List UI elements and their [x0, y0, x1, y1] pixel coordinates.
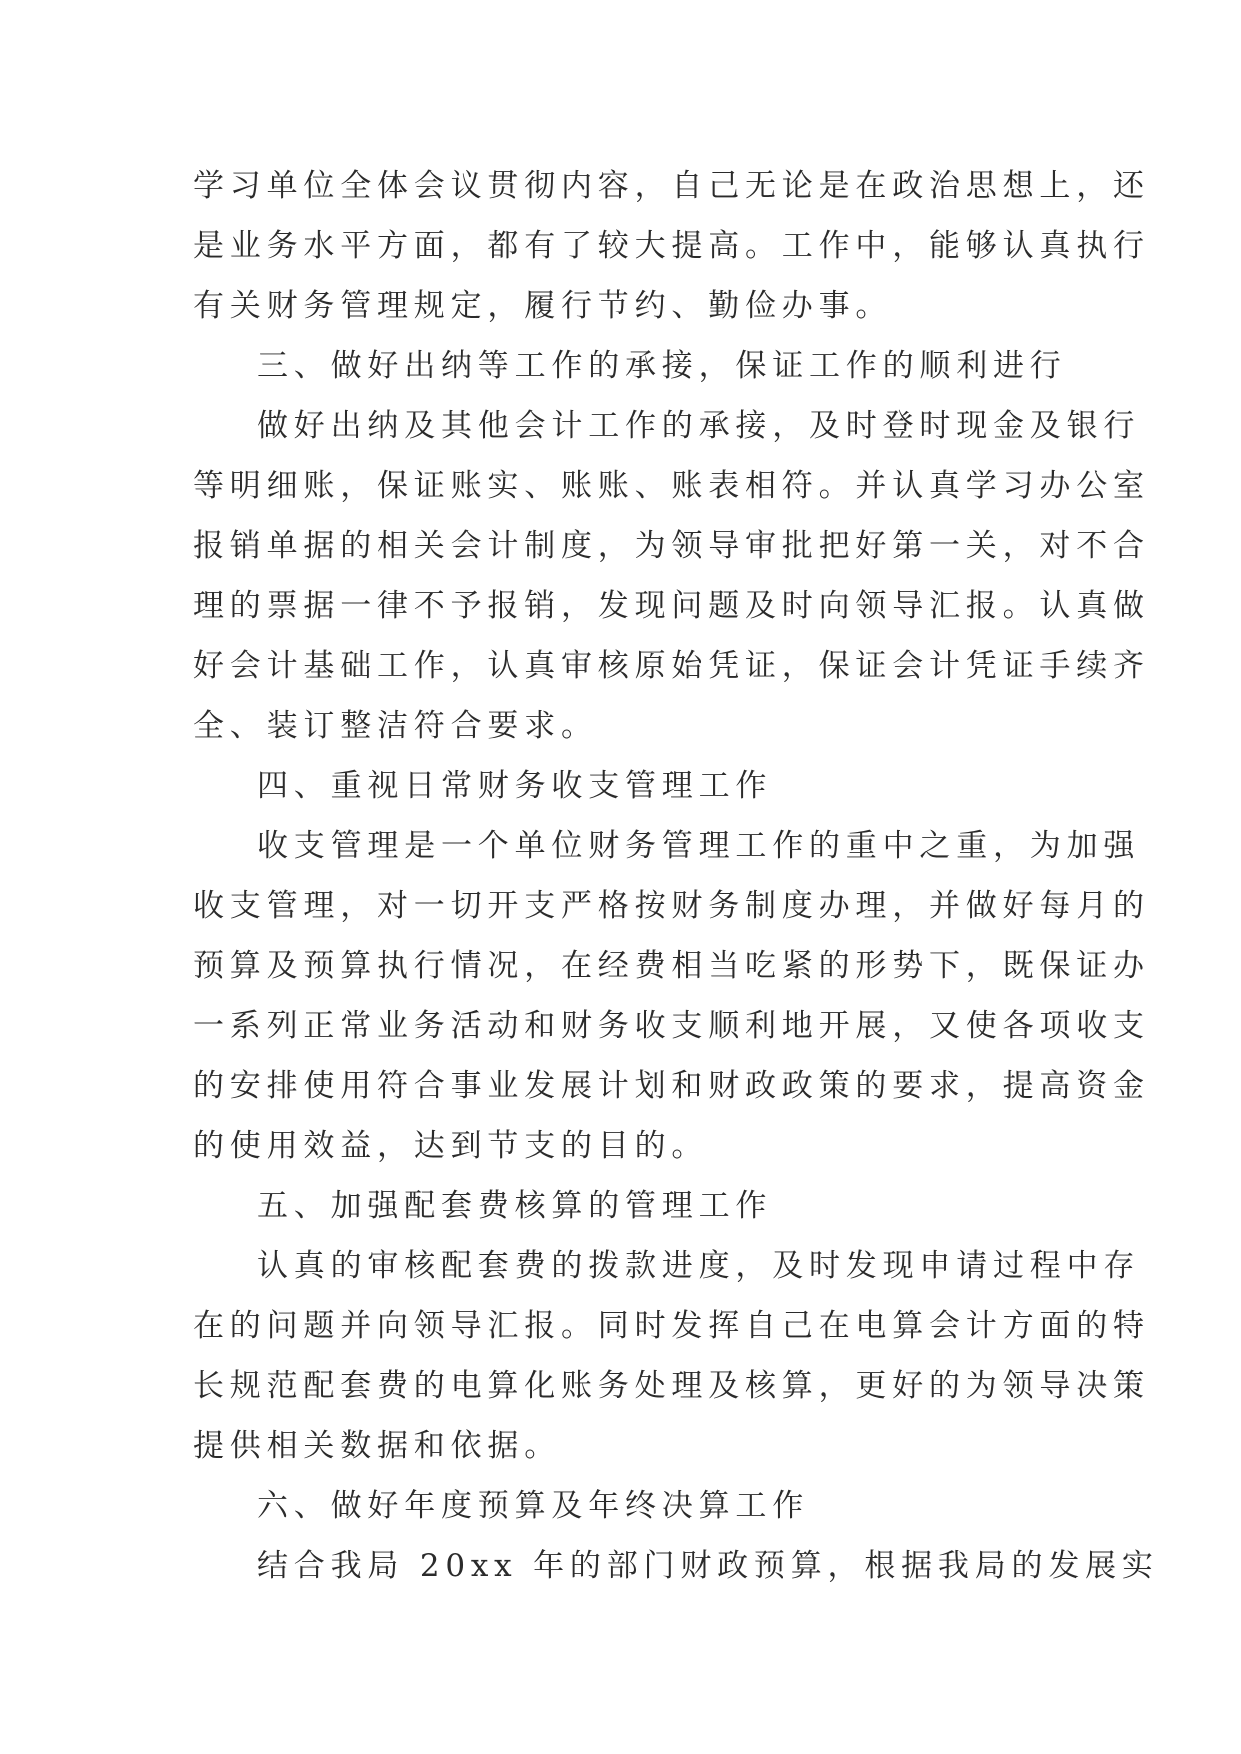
section-heading: 三、做好出纳等工作的承接，保证工作的顺利进行 [257, 348, 1067, 384]
paragraph-first-line: 认真的审核配套费的拨款进度，及时发现申请过程中存 [257, 1248, 1141, 1284]
body-line: 学习单位全体会议贯彻内容，自己无论是在政治思想上，还 [193, 168, 1150, 204]
body-line: 的使用效益，达到节支的目的。 [193, 1128, 709, 1164]
body-line: 有关财务管理规定，履行节约、勤俭办事。 [193, 288, 893, 324]
body-line: 理的票据一律不予报销，发现问题及时向领导汇报。认真做 [193, 588, 1150, 624]
paragraph-first-line: 收支管理是一个单位财务管理工作的重中之重，为加强 [257, 828, 1141, 864]
body-line: 预算及预算执行情况，在经费相当吃紧的形势下，既保证办 [193, 948, 1150, 984]
body-line: 的安排使用符合事业发展计划和财政政策的要求，提高资金 [193, 1068, 1150, 1104]
body-line: 在的问题并向领导汇报。同时发挥自己在电算会计方面的特 [193, 1308, 1150, 1344]
body-line: 一系列正常业务活动和财务收支顺利地开展，又使各项收支 [193, 1008, 1150, 1044]
section-heading: 五、加强配套费核算的管理工作 [257, 1188, 773, 1224]
body-line: 等明细账，保证账实、账账、账表相符。并认真学习办公室 [193, 468, 1150, 504]
body-line: 是业务水平方面，都有了较大提高。工作中，能够认真执行 [193, 228, 1150, 264]
section-heading: 四、重视日常财务收支管理工作 [257, 768, 773, 804]
body-line: 收支管理，对一切开支严格按财务制度办理，并做好每月的 [193, 888, 1150, 924]
paragraph-first-line: 做好出纳及其他会计工作的承接，及时登时现金及银行 [257, 408, 1141, 444]
body-line: 好会计基础工作，认真审核原始凭证，保证会计凭证手续齐 [193, 648, 1150, 684]
body-line: 报销单据的相关会计制度，为领导审批把好第一关，对不合 [193, 528, 1150, 564]
section-heading: 六、做好年度预算及年终决算工作 [257, 1488, 809, 1524]
body-line: 长规范配套费的电算化账务处理及核算，更好的为领导决策 [193, 1368, 1150, 1404]
paragraph-first-line: 结合我局 20xx 年的部门财政预算，根据我局的发展实 [257, 1548, 1159, 1584]
body-line: 提供相关数据和依据。 [193, 1428, 561, 1464]
document-body [193, 156, 1159, 1596]
body-line: 全、装订整洁符合要求。 [193, 708, 598, 744]
